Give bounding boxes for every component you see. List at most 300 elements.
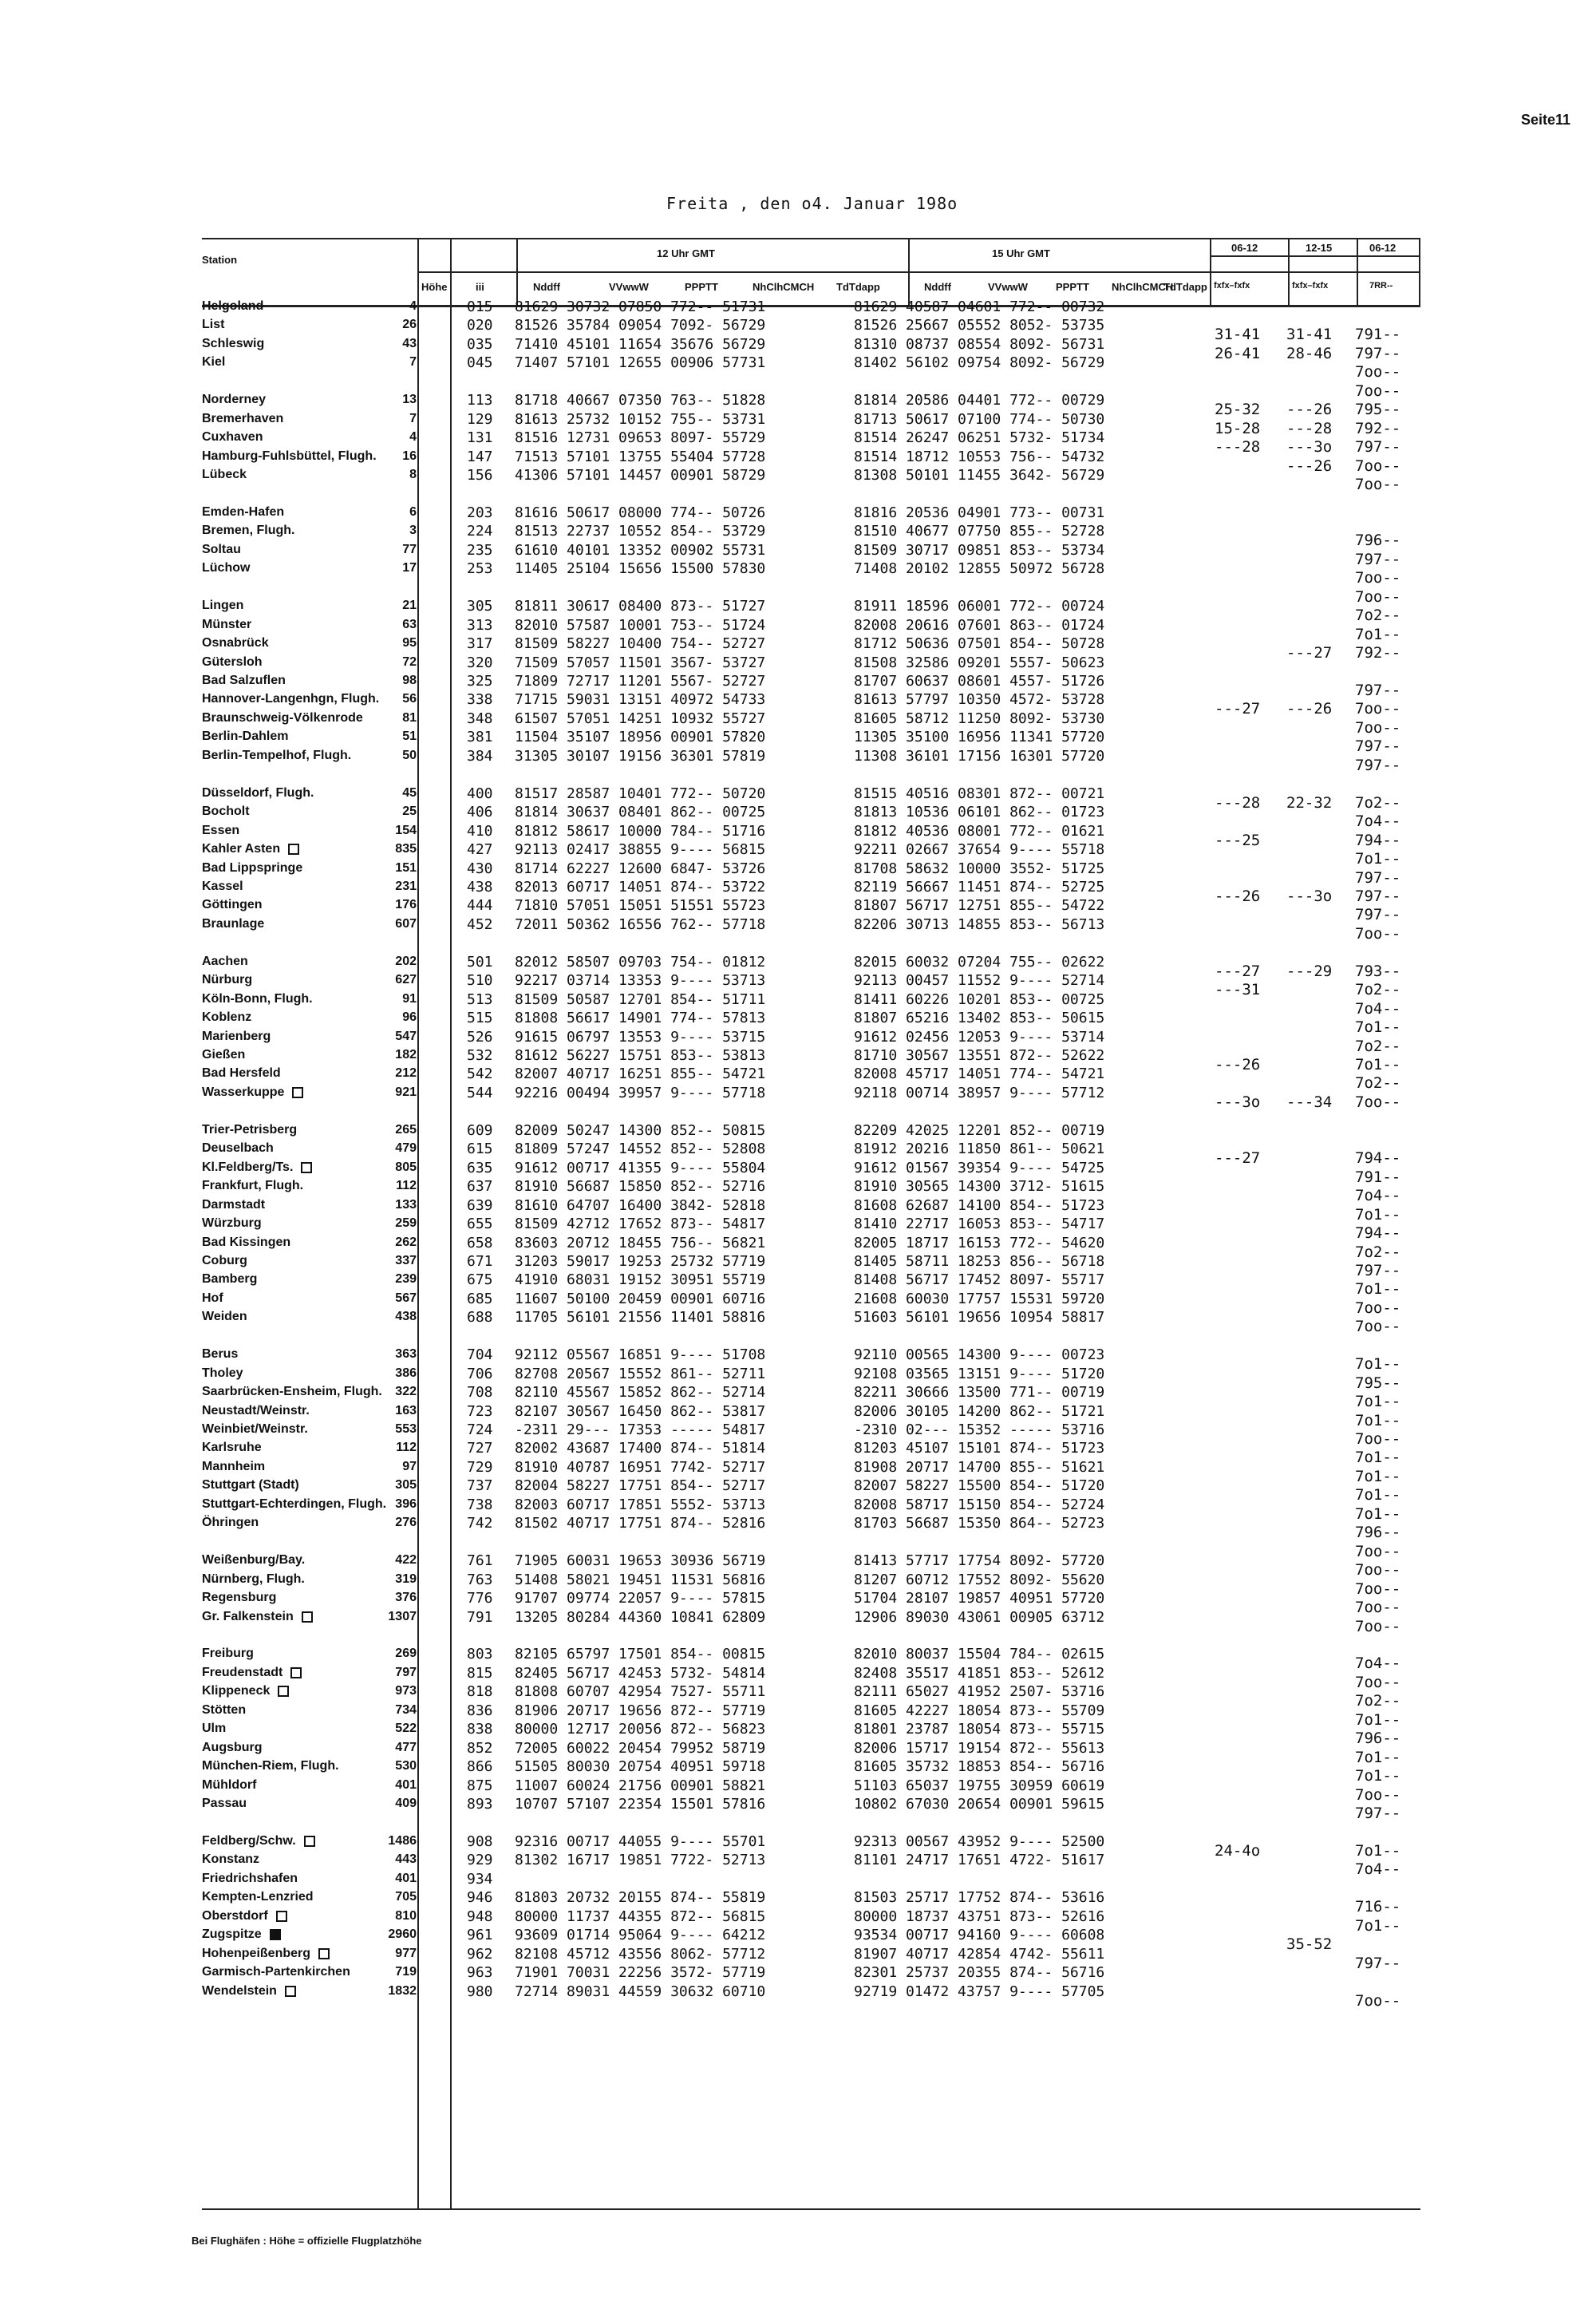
station-id: 513 <box>467 991 493 1008</box>
obs-15-utc: 82006 15717 19154 872-- 55613 <box>854 1740 1105 1757</box>
station-height: 319 <box>395 1572 417 1586</box>
station-name-text: Klippeneck <box>202 1684 271 1698</box>
max-gust-06-12: ---28 <box>1215 794 1261 812</box>
station-name <box>202 1702 246 1719</box>
station-height: 51 <box>402 729 417 743</box>
obs-12-utc: 31305 30107 19156 36301 57819 <box>515 748 766 765</box>
obs-12-utc: 81803 20732 20155 874-- 55819 <box>515 1889 766 1906</box>
obs-15-utc: 11308 36101 17156 16301 57720 <box>854 748 1105 765</box>
station-name-text: Mühldorf <box>202 1778 257 1792</box>
station-height: 477 <box>395 1741 417 1754</box>
station-height: 81 <box>402 711 417 725</box>
station-height: 396 <box>395 1497 417 1511</box>
precip-06-12: 7oo-- <box>1355 476 1401 493</box>
max-gust-06-12: 25-32 <box>1215 401 1261 418</box>
station-name <box>202 1234 290 1251</box>
station-id: 542 <box>467 1065 493 1082</box>
obs-12-utc: 81516 12731 09653 8097- 55729 <box>515 429 766 446</box>
station-name <box>202 1421 308 1438</box>
precip-06-12: 793-- <box>1355 963 1401 980</box>
station-id: 671 <box>467 1253 493 1270</box>
obs-12-utc: 81613 25732 10152 755-- 53731 <box>515 411 766 428</box>
obs-12-utc: 82105 65797 17501 854-- 00815 <box>515 1646 766 1662</box>
obs-12-utc: 81302 16717 19851 7722- 52713 <box>515 1852 766 1868</box>
station-height: 607 <box>395 917 417 931</box>
obs-15-utc: 92211 02667 37654 9---- 55718 <box>854 841 1105 858</box>
obs-15-utc: 81813 10536 06101 862-- 01723 <box>854 804 1105 820</box>
max-gust-06-12: ---26 <box>1215 888 1261 905</box>
header-extra: 06-12 <box>1369 242 1396 254</box>
precip-06-12: 7o2-- <box>1355 794 1401 812</box>
obs-15-utc: 81413 57717 17754 8092- 57720 <box>854 1552 1105 1569</box>
obs-15-utc: 81814 20586 04401 772-- 00729 <box>854 392 1105 409</box>
station-name-text: Hannover-Langenhgn, Flugh. <box>202 692 380 706</box>
station-height: 231 <box>395 880 417 893</box>
station-height: 176 <box>395 898 417 911</box>
header-col: NhClhCMCH <box>753 281 815 293</box>
station-height: 112 <box>396 1441 417 1454</box>
station-height: 7 <box>409 412 417 425</box>
station-id: 763 <box>467 1572 493 1588</box>
station-id: 526 <box>467 1029 493 1046</box>
mountain-station-marker-icon <box>278 1686 289 1697</box>
station-name <box>202 971 252 989</box>
obs-12-utc: 31203 59017 19253 25732 57719 <box>515 1253 766 1270</box>
station-id: 962 <box>467 1946 493 1963</box>
station-name-text: Freudenstadt <box>202 1666 283 1679</box>
obs-15-utc: 81514 18712 10553 756-- 54732 <box>854 449 1105 465</box>
station-name-text: Braunlage <box>202 917 265 931</box>
obs-15-utc: 82006 30105 14200 862-- 51721 <box>854 1403 1105 1420</box>
mountain-station-marker-icon <box>285 1986 296 1997</box>
station-id: 637 <box>467 1178 493 1195</box>
obs-12-utc: 81629 30732 07850 772-- 51731 <box>515 298 766 315</box>
station-id: 381 <box>467 729 493 745</box>
station-name <box>202 391 266 409</box>
obs-12-utc: 81616 50617 08000 774-- 50726 <box>515 504 766 521</box>
precip-06-12: 7o1-- <box>1355 850 1401 868</box>
station-name <box>202 298 263 315</box>
station-height: 438 <box>395 1310 417 1323</box>
obs-15-utc: 92113 00457 11552 9---- 52714 <box>854 972 1105 989</box>
station-height: 1486 <box>388 1834 417 1848</box>
station-name-text: Ulm <box>202 1722 227 1735</box>
header-col: PPPTT <box>685 281 718 293</box>
max-gust-12-15: 35-52 <box>1286 1935 1333 1953</box>
station-name-text: Essen <box>202 824 240 837</box>
station-id: 727 <box>467 1440 493 1457</box>
obs-12-utc: 71715 59031 13151 40972 54733 <box>515 691 766 708</box>
obs-12-utc: 72011 50362 16556 762-- 57718 <box>515 916 766 933</box>
station-height: 2960 <box>388 1927 417 1941</box>
station-name-text: Neustadt/Weinstr. <box>202 1404 310 1417</box>
station-height: 163 <box>395 1404 417 1417</box>
station-name <box>202 1308 247 1326</box>
station-height: 3 <box>409 524 417 537</box>
station-name <box>202 316 224 334</box>
station-id: 893 <box>467 1796 493 1813</box>
obs-12-utc: 81910 40787 16951 7742- 52717 <box>515 1459 766 1476</box>
station-name <box>202 522 294 540</box>
obs-12-utc: 71905 60031 19653 30936 56719 <box>515 1552 766 1569</box>
obs-15-utc: 81911 18596 06001 772-- 00724 <box>854 598 1105 615</box>
obs-12-utc: 71809 72717 11201 5567- 52727 <box>515 673 766 690</box>
station-name-text: München-Riem, Flugh. <box>202 1759 339 1773</box>
obs-15-utc: 81514 26247 06251 5732- 51734 <box>854 429 1105 446</box>
station-id: 129 <box>467 411 493 428</box>
max-gust-06-12: ---25 <box>1215 832 1261 849</box>
precip-06-12: 792-- <box>1355 644 1401 662</box>
station-height: 567 <box>395 1291 417 1305</box>
station-id: 113 <box>467 392 493 409</box>
precip-06-12: 796-- <box>1355 1730 1401 1747</box>
station-name <box>202 410 283 428</box>
station-id: 515 <box>467 1010 493 1026</box>
station-name-text: Bremen, Flugh. <box>202 524 295 537</box>
precip-06-12: 7o2-- <box>1355 1243 1401 1261</box>
station-name-text: Weinbiet/Weinstr. <box>202 1422 308 1436</box>
station-id: 742 <box>467 1515 493 1532</box>
precip-06-12: 797-- <box>1355 737 1401 755</box>
station-id: 317 <box>467 635 493 652</box>
station-id: 704 <box>467 1346 493 1363</box>
station-name <box>202 1963 350 1981</box>
header-col: VVwwW <box>609 281 649 293</box>
mountain-station-marker-icon <box>318 1948 330 1959</box>
station-name-text: Emden-Hafen <box>202 505 285 519</box>
obs-12-utc: 81809 57247 14552 852-- 52808 <box>515 1141 766 1157</box>
max-gust-12-15: ---26 <box>1286 700 1333 718</box>
station-height: 443 <box>395 1852 417 1866</box>
station-name <box>202 747 351 765</box>
station-name-text: Bad Kissingen <box>202 1235 291 1249</box>
station-id: 685 <box>467 1291 493 1307</box>
obs-15-utc: 82015 60032 07204 755-- 02622 <box>854 954 1105 971</box>
station-name-text: Feldberg/Schw. <box>202 1834 296 1848</box>
precip-06-12: 792-- <box>1355 420 1401 437</box>
station-id: 838 <box>467 1721 493 1738</box>
station-name-text: Berlin-Dahlem <box>202 729 289 743</box>
precip-06-12: 797-- <box>1355 1805 1401 1822</box>
obs-12-utc: 81509 58227 10400 754-- 52727 <box>515 635 766 652</box>
precip-06-12: 7o1-- <box>1355 1056 1401 1073</box>
precip-06-12: 7o1-- <box>1355 1412 1401 1429</box>
station-id: 131 <box>467 429 493 446</box>
obs-12-utc: 81517 28587 10401 772-- 50720 <box>515 785 766 802</box>
station-name <box>202 915 264 933</box>
column-divider <box>450 303 452 2208</box>
header-col: Nddff <box>533 281 560 293</box>
station-name-text: Saarbrücken-Ensheim, Flugh. <box>202 1385 382 1398</box>
station-height: 96 <box>402 1010 417 1024</box>
precip-06-12: 7oo-- <box>1355 1561 1401 1579</box>
station-name-text: Bremerhaven <box>202 412 284 425</box>
obs-12-utc: 61507 57051 14251 10932 55727 <box>515 710 766 727</box>
station-id: 929 <box>467 1852 493 1868</box>
station-name-text: Stötten <box>202 1703 247 1717</box>
station-name <box>202 953 248 971</box>
max-gust-12-15: 28-46 <box>1286 345 1333 362</box>
station-name <box>202 1832 315 1850</box>
obs-12-utc: 82003 60717 17851 5552- 53713 <box>515 1496 766 1513</box>
obs-12-utc: 81811 30617 08400 873-- 51727 <box>515 598 766 615</box>
obs-15-utc: 81410 22717 16053 853-- 54717 <box>854 1216 1105 1232</box>
station-name-text: Deuselbach <box>202 1141 274 1155</box>
obs-12-utc: 10707 57107 22354 15501 57816 <box>515 1796 766 1813</box>
station-name <box>202 1121 297 1139</box>
station-name <box>202 1851 259 1868</box>
station-height: 212 <box>395 1066 417 1080</box>
station-name-text: Cuxhaven <box>202 430 263 444</box>
station-height: 973 <box>395 1684 417 1698</box>
obs-15-utc: 81526 25667 05552 8052- 53735 <box>854 317 1105 334</box>
header-col: VVwwW <box>988 281 1028 293</box>
obs-15-utc: 82301 25737 20355 874-- 56716 <box>854 1964 1105 1981</box>
precip-06-12: 7o1-- <box>1355 1018 1401 1036</box>
precip-06-12: 7o1-- <box>1355 1767 1401 1785</box>
precip-06-12: 7o1-- <box>1355 1917 1401 1935</box>
obs-12-utc: 51408 58021 19451 11531 56816 <box>515 1572 766 1588</box>
precip-06-12: 7o1-- <box>1355 1393 1401 1410</box>
precip-06-12: 797-- <box>1355 551 1401 568</box>
obs-15-utc: 81613 57797 10350 4572- 53728 <box>854 691 1105 708</box>
precip-06-12: 797-- <box>1355 345 1401 362</box>
station-height: 154 <box>395 824 417 837</box>
header-12-uhr: 12 Uhr GMT <box>657 247 715 259</box>
station-name-text: Bad Salzuflen <box>202 674 286 687</box>
obs-15-utc: 81509 30717 09851 853-- 53734 <box>854 542 1105 559</box>
obs-12-utc: 51505 80030 20754 40951 59718 <box>515 1758 766 1775</box>
obs-15-utc: 81707 60637 08601 4557- 51726 <box>854 673 1105 690</box>
precip-06-12: 796-- <box>1355 532 1401 549</box>
precip-06-12: 7o4-- <box>1355 812 1401 830</box>
station-name-text: Garmisch-Partenkirchen <box>202 1965 350 1979</box>
station-name <box>202 1346 238 1363</box>
obs-15-utc: 21608 60030 17757 15531 59720 <box>854 1291 1105 1307</box>
max-gust-06-12: ---27 <box>1215 963 1261 980</box>
station-id: 400 <box>467 785 493 802</box>
station-height <box>375 579 417 596</box>
obs-15-utc: 81408 56717 17452 8097- 55717 <box>854 1271 1105 1288</box>
station-name-text: Kahler Asten <box>202 842 281 856</box>
obs-15-utc: 81801 23787 18054 873-- 55715 <box>854 1721 1105 1738</box>
station-id: 427 <box>467 841 493 858</box>
station-id: 430 <box>467 860 493 877</box>
station-height: 547 <box>395 1030 417 1043</box>
station-id: 815 <box>467 1665 493 1682</box>
station-id: 410 <box>467 823 493 840</box>
precip-06-12: 791-- <box>1355 1168 1401 1186</box>
date-heading: Freita , den o4. Januar 198o <box>666 194 958 213</box>
obs-15-utc: 81908 20717 14700 855-- 51621 <box>854 1459 1105 1476</box>
station-name-text: Mannheim <box>202 1460 266 1473</box>
station-name-text: Gr. Falkenstein <box>202 1610 294 1623</box>
header-station: Station <box>202 254 238 266</box>
station-id: 688 <box>467 1309 493 1326</box>
obs-15-utc: 81713 50617 07100 774-- 50730 <box>854 411 1105 428</box>
station-id: 723 <box>467 1403 493 1420</box>
station-name-text: Münster <box>202 618 252 631</box>
obs-12-utc: 71407 57101 12655 00906 57731 <box>515 354 766 371</box>
obs-12-utc: 82012 58507 09703 754-- 01812 <box>515 954 766 971</box>
obs-12-utc: 71509 57057 11501 3567- 53727 <box>515 654 766 671</box>
station-height: 17 <box>402 561 417 575</box>
station-name-text: Helgoland <box>202 299 264 313</box>
station-name-text: Lingen <box>202 599 244 612</box>
station-name-text: Osnabrück <box>202 636 269 650</box>
station-name-text: Wendelstein <box>202 1984 277 1998</box>
max-gust-12-15: ---26 <box>1286 457 1333 475</box>
max-gust-12-15: ---29 <box>1286 963 1333 980</box>
station-id: 963 <box>467 1964 493 1981</box>
station-id: 706 <box>467 1366 493 1382</box>
station-height: 16 <box>402 449 417 463</box>
obs-15-utc: 92108 03565 13151 9---- 51720 <box>854 1366 1105 1382</box>
precip-06-12: 7o4-- <box>1355 1187 1401 1204</box>
precip-06-12: 7o1-- <box>1355 626 1401 643</box>
obs-12-utc: 72005 60022 20454 79952 58719 <box>515 1740 766 1757</box>
obs-12-utc: 82108 45712 43556 8062- 57712 <box>515 1946 766 1963</box>
station-name <box>202 1983 296 2000</box>
station-height: 4 <box>409 430 417 444</box>
precip-06-12: 7oo-- <box>1355 457 1401 475</box>
station-name <box>202 1945 330 1963</box>
station-height: 26 <box>402 318 417 331</box>
station-name-text: Düsseldorf, Flugh. <box>202 786 314 800</box>
station-height: 409 <box>395 1797 417 1810</box>
station-name <box>202 654 263 671</box>
station-height: 45 <box>402 786 417 800</box>
obs-12-utc: -2311 29--- 17353 ----- 54817 <box>515 1421 766 1438</box>
station-id: 639 <box>467 1197 493 1214</box>
station-id: 325 <box>467 673 493 690</box>
obs-12-utc: 81509 42712 17652 873-- 54817 <box>515 1216 766 1232</box>
station-id: 348 <box>467 710 493 727</box>
station-height <box>375 1102 417 1120</box>
station-name-text: Bocholt <box>202 805 250 818</box>
precip-06-12: 7oo-- <box>1355 1618 1401 1635</box>
station-height <box>375 1627 417 1644</box>
precip-06-12: 7o1-- <box>1355 1505 1401 1523</box>
obs-12-utc: 11607 50100 20459 00901 60716 <box>515 1291 766 1307</box>
obs-12-utc: 81808 60707 42954 7527- 55711 <box>515 1683 766 1700</box>
obs-15-utc: 81203 45107 15101 874-- 51723 <box>854 1440 1105 1457</box>
station-name <box>202 541 241 559</box>
header-col: TdTdapp <box>836 281 880 293</box>
mountain-station-marker-icon <box>288 844 299 855</box>
station-id: 305 <box>467 598 493 615</box>
station-id: 253 <box>467 560 493 577</box>
obs-12-utc: 82110 45567 15852 862-- 52714 <box>515 1384 766 1401</box>
page-number: Seite11 <box>1521 112 1571 128</box>
station-height: 43 <box>402 337 417 350</box>
max-gust-12-15: 22-32 <box>1286 794 1333 812</box>
precip-06-12: 7oo-- <box>1355 925 1401 943</box>
station-name <box>202 1870 298 1888</box>
station-id: 980 <box>467 1983 493 2000</box>
max-gust-06-12: ---28 <box>1215 438 1261 456</box>
mountain-station-marker-icon <box>290 1667 302 1678</box>
precip-06-12: 7o1-- <box>1355 1749 1401 1766</box>
station-height: 363 <box>395 1347 417 1361</box>
station-name-text: Nürburg <box>202 973 253 986</box>
station-height: 835 <box>395 842 417 856</box>
station-id: 035 <box>467 336 493 353</box>
station-height: 97 <box>402 1460 417 1473</box>
station-name <box>202 1140 274 1157</box>
station-id: 875 <box>467 1777 493 1794</box>
station-id: 866 <box>467 1758 493 1775</box>
station-id: 452 <box>467 916 493 933</box>
station-name <box>202 690 379 708</box>
station-name-text: Friedrichshafen <box>202 1872 298 1885</box>
precip-06-12: 7o1-- <box>1355 1280 1401 1298</box>
station-name <box>202 1496 386 1513</box>
station-height: 322 <box>395 1385 417 1398</box>
precip-06-12: 797-- <box>1355 1955 1401 1972</box>
station-id: 803 <box>467 1646 493 1662</box>
station-name-text: Berlin-Tempelhof, Flugh. <box>202 749 352 762</box>
max-gust-06-12: 31-41 <box>1215 326 1261 343</box>
obs-15-utc: 81907 40717 42854 4742- 55611 <box>854 1946 1105 1963</box>
obs-15-utc: 92118 00714 38957 9---- 57712 <box>854 1085 1105 1101</box>
obs-12-utc: 61610 40101 13352 00902 55731 <box>515 542 766 559</box>
station-name-text: Kiel <box>202 355 226 369</box>
station-name <box>202 1159 312 1176</box>
station-name-text: Berus <box>202 1347 239 1361</box>
obs-15-utc: 81207 60712 17552 8092- 55620 <box>854 1572 1105 1588</box>
precip-06-12: 797-- <box>1355 757 1401 774</box>
station-id: 761 <box>467 1552 493 1569</box>
station-height: 719 <box>395 1965 417 1979</box>
header-iii: iii <box>476 281 484 293</box>
station-id: 737 <box>467 1477 493 1494</box>
station-name-text: Augsburg <box>202 1741 263 1754</box>
station-height: 1307 <box>388 1610 417 1623</box>
station-name <box>202 728 288 745</box>
obs-12-utc: 92217 03714 13353 9---- 53713 <box>515 972 766 989</box>
station-name <box>202 1365 243 1382</box>
station-height: 7 <box>409 355 417 369</box>
station-height: 276 <box>395 1516 417 1529</box>
station-id: 738 <box>467 1496 493 1513</box>
obs-15-utc: 93534 00717 94160 9---- 60608 <box>854 1927 1105 1943</box>
station-id: 635 <box>467 1160 493 1176</box>
precip-06-12: 7o1-- <box>1355 1449 1401 1466</box>
station-name <box>202 559 250 577</box>
station-id: 384 <box>467 748 493 765</box>
station-name <box>202 785 314 802</box>
station-name <box>202 1252 247 1270</box>
precip-06-12: 7oo-- <box>1355 1580 1401 1598</box>
obs-15-utc: 51103 65037 19755 30959 60619 <box>854 1777 1105 1794</box>
obs-12-utc: 11007 60024 21756 00901 58821 <box>515 1777 766 1794</box>
station-id: 313 <box>467 617 493 634</box>
station-name-text: Karlsruhe <box>202 1441 262 1454</box>
precip-06-12: 7oo-- <box>1355 1992 1401 2010</box>
station-name <box>202 822 239 840</box>
obs-12-utc: 82007 40717 16251 855-- 54721 <box>515 1065 766 1082</box>
station-height: 401 <box>395 1778 417 1792</box>
station-name <box>202 878 243 895</box>
obs-15-utc: 51704 28107 19857 40951 57720 <box>854 1590 1105 1607</box>
obs-15-utc: 81812 40536 08001 772-- 01621 <box>854 823 1105 840</box>
station-name-text: Darmstadt <box>202 1198 266 1212</box>
station-height <box>375 765 417 783</box>
station-height: 805 <box>395 1160 417 1174</box>
station-id: 444 <box>467 897 493 914</box>
max-gust-06-12: 24-4o <box>1215 1842 1261 1860</box>
